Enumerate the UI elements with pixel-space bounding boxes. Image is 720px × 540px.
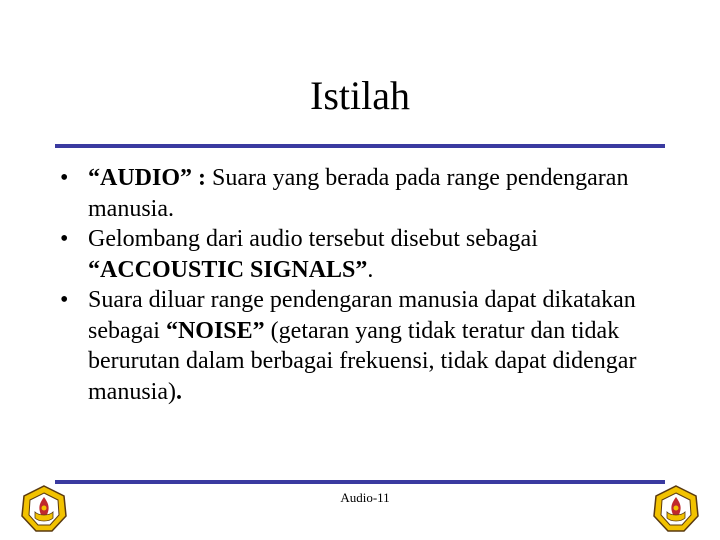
bullet-text: (getaran yang tidak teratur dan tidak berurutan dalam berbagai frekuensi, tidak dapat didengar manusia) — [88, 317, 637, 405]
slide-title: Istilah — [310, 73, 410, 118]
bullet-item-noise — [60, 285, 660, 407]
footer-divider — [55, 480, 665, 484]
bullet-text: Gelombang dari audio tersebut disebut sebagai — [88, 226, 538, 252]
bullet-end-period: . — [175, 378, 182, 405]
bullet-item-audio — [60, 163, 660, 224]
bullet-text: Suara yang berada pada range pendengaran manusia. — [88, 165, 629, 222]
title-divider — [55, 144, 665, 148]
bullet-item-acoustic — [60, 224, 660, 285]
bullet-list — [60, 163, 660, 407]
bullet-text: . — [367, 256, 374, 283]
slide-footer: Audio-11 — [340, 490, 390, 505]
bullet-dot: • — [60, 226, 69, 252]
term-acoustic-signals: “ACCOUSTIC SIGNALS” — [88, 256, 368, 283]
bullet-text: Suara diluar range pendengaran manusia dapat dikatakan sebagai — [88, 287, 636, 344]
term-audio: “AUDIO” : — [88, 165, 206, 191]
bullet-dot: • — [60, 287, 69, 313]
bullet-dot: • — [60, 165, 69, 191]
university-emblem-icon — [651, 484, 701, 534]
term-noise: “NOISE” — [165, 317, 265, 344]
university-emblem-icon — [19, 484, 69, 534]
